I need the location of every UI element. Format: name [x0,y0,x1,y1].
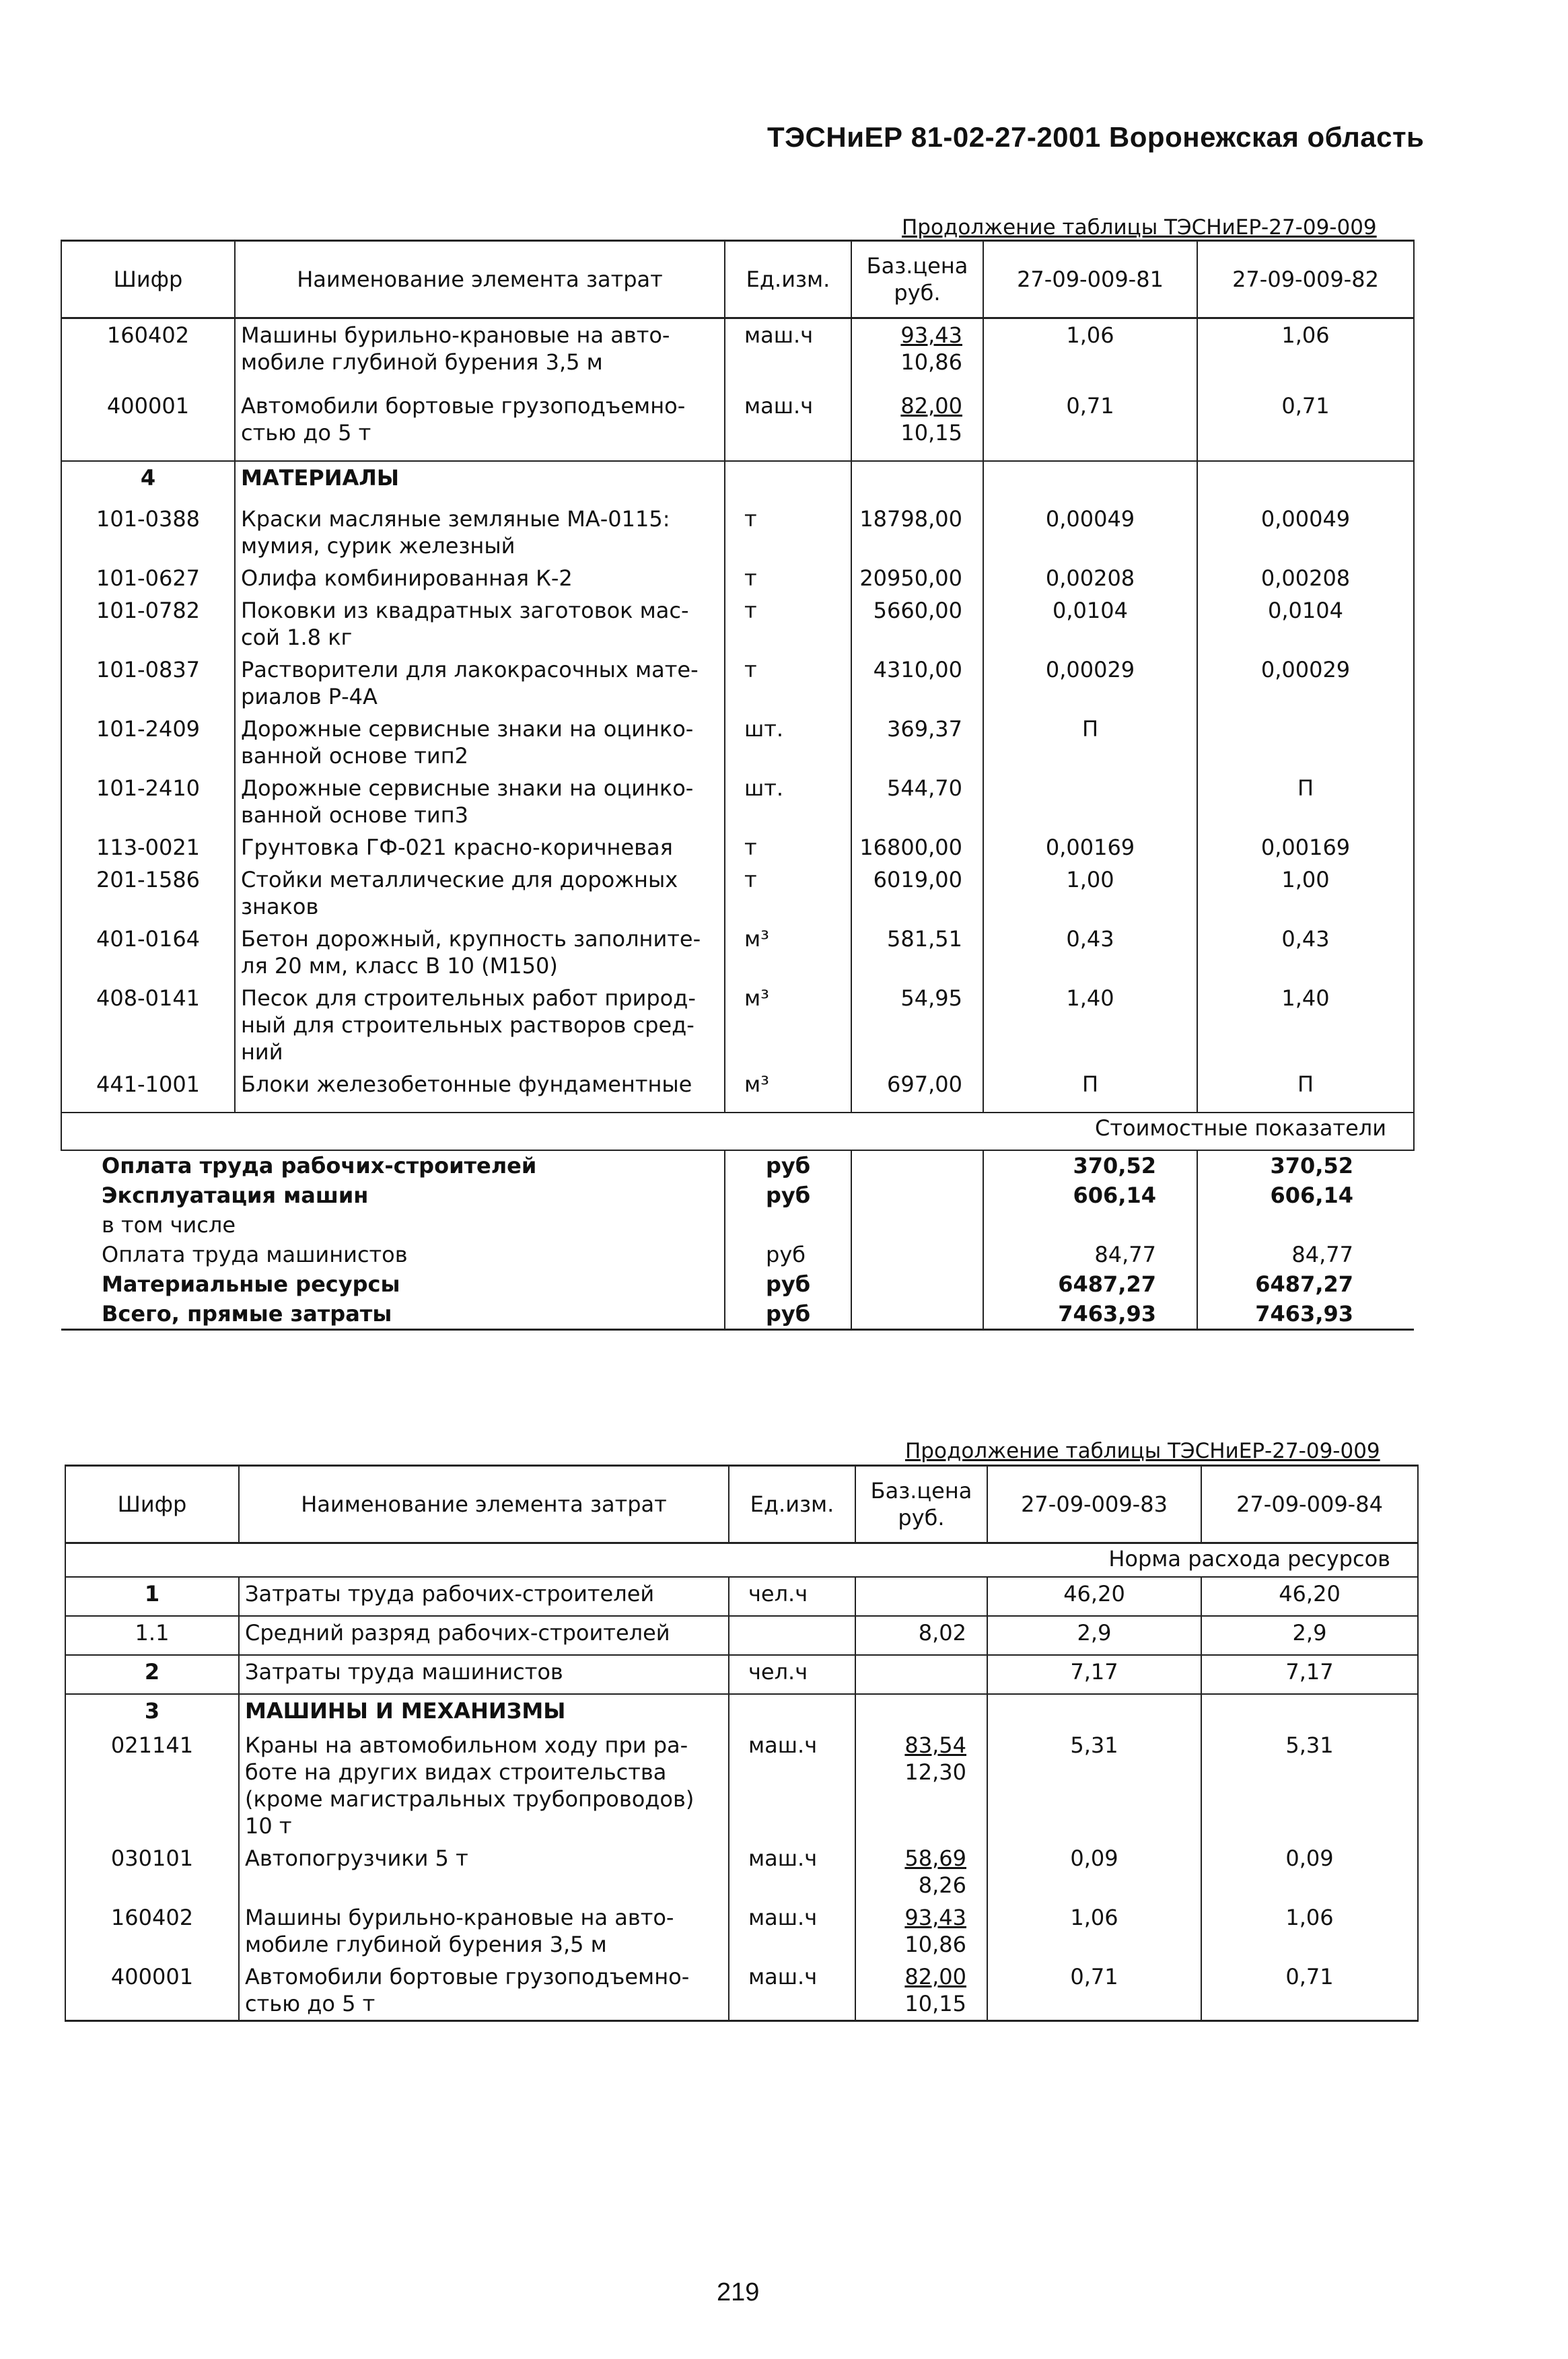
table-row [61,390,1414,461]
summary-price [851,1269,983,1299]
table-row [61,982,1414,1068]
price-secondary: 8,26 [918,1872,966,1898]
row-code: 400001 [61,390,235,461]
row-price [855,1655,987,1694]
row-unit: маш.ч [729,1729,855,1842]
table-row [61,923,1414,982]
column-header: Баз.цена руб. [855,1466,987,1543]
row-price [855,1577,987,1616]
row-price: 369,37 [851,713,983,772]
price-secondary: 10,86 [900,349,962,375]
summary-label: Оплата труда машинистов [102,1241,408,1267]
summary-unit: руб [725,1181,851,1210]
row-value-82: 0,00029 [1197,654,1414,713]
price-main: 93,43 [904,1904,966,1930]
row-value-84: 0,71 [1201,1961,1418,2021]
column-header: 27-09-009-84 [1201,1466,1418,1543]
row-code: 1 [65,1577,239,1616]
summary-price [851,1299,983,1330]
summary-value-81: 606,14 [983,1181,1197,1210]
section-title: МАШИНЫ И МЕХАНИЗМЫ [239,1694,729,1729]
row-unit: маш.ч [729,1842,855,1901]
row-unit [729,1616,855,1655]
row-value-81: 1,40 [983,982,1197,1068]
row-price: 8,02 [855,1616,987,1655]
summary-value-81: 6487,27 [983,1269,1197,1299]
row-unit: маш.ч [729,1901,855,1961]
row-unit: т [725,562,851,594]
row-code: 401-0164 [61,923,235,982]
cost-indicators-row [61,1113,1414,1150]
summary-unit [725,1210,851,1240]
table-row [65,1961,1418,2021]
row-value-83: 7,17 [987,1655,1201,1694]
table2-header-row [65,1466,1418,1543]
row-name: Краски масляные земляные МА-0115: мумия, сурик железный [235,503,725,562]
row-name: Краны на автомобильном ходу при ра-боте на других видах строительства (кроме магистральных трубопроводов) 10 т [239,1729,729,1842]
row-unit: т [725,594,851,654]
table1-header-row [61,241,1414,318]
row-code: 021141 [65,1729,239,1842]
price-secondary: 12,30 [904,1759,966,1785]
row-code: 101-0388 [61,503,235,562]
table-row [65,1842,1418,1901]
row-value-84: 2,9 [1201,1616,1418,1655]
row-name: Блоки железобетонные фундаментные [235,1068,725,1113]
summary-label: Всего, прямые затраты [61,1299,725,1330]
row-value-81: П [983,1068,1197,1113]
summary-row [61,1269,1414,1299]
table2-caption: Продолжение таблицы ТЭСНиЕР-27-09-009 [905,1439,1380,1463]
table-row [65,1901,1418,1961]
row-name: Дорожные сервисные знаки на оцинко-ванной основе тип2 [235,713,725,772]
row-value-84: 1,06 [1201,1901,1418,1961]
summary-row [61,1150,1414,1181]
table-row [61,831,1414,864]
table-row [61,713,1414,772]
summary-value-82 [1197,1210,1414,1240]
row-unit: чел.ч [729,1655,855,1694]
row-unit: т [725,503,851,562]
row-value-82: 1,40 [1197,982,1414,1068]
table-row [61,318,1414,390]
row-price [851,390,983,461]
price-secondary: 10,86 [904,1931,966,1957]
row-price: 5660,00 [851,594,983,654]
row-value-81: 1,06 [983,318,1197,390]
row-value-81: 0,00029 [983,654,1197,713]
row-value-81: 0,00169 [983,831,1197,864]
row-name: Машины бурильно-крановые на авто-мобиле глубиной бурения 3,5 м [239,1901,729,1961]
row-price [855,1842,987,1901]
row-code: 113-0021 [61,831,235,864]
row-value-82: 0,43 [1197,923,1414,982]
row-price [851,318,983,390]
price-main: 82,00 [904,1963,966,1990]
summary-value-82: 606,14 [1270,1182,1353,1208]
row-code: 101-0837 [61,654,235,713]
row-price [855,1961,987,2021]
row-unit: шт. [725,713,851,772]
summary-label: Материальные ресурсы [102,1271,400,1297]
row-value-82: 1,06 [1197,318,1414,390]
section-code: 3 [65,1694,239,1729]
summary-price [851,1150,983,1181]
table-row [65,1616,1418,1655]
cost-indicators-label: Стоимостные показатели [61,1113,1414,1150]
row-value-82: 0,00049 [1197,503,1414,562]
row-unit: т [725,864,851,923]
table-row [65,1729,1418,1842]
row-price [855,1729,987,1842]
column-header: Ед.изм. [729,1466,855,1543]
column-header: Ед.изм. [725,241,851,318]
summary-value-82: 84,77 [1291,1241,1353,1267]
row-value-81 [983,772,1197,831]
row-code: 030101 [65,1842,239,1901]
row-name: Грунтовка ГФ-021 красно-коричневая [235,831,725,864]
row-code: 101-2410 [61,772,235,831]
row-value-82 [1197,713,1414,772]
row-value-81: 0,00208 [983,562,1197,594]
row-name: Автомобили бортовые грузоподъемно-стью до 5 т [235,390,725,461]
row-unit: м³ [725,1068,851,1113]
price-main: 93,43 [900,322,962,348]
row-unit: шт. [725,772,851,831]
summary-value-81: 84,77 [983,1240,1197,1269]
column-header: Шифр [65,1466,239,1543]
row-value-83: 5,31 [987,1729,1201,1842]
table-row [61,562,1414,594]
price-secondary: 10,15 [904,1990,966,2016]
row-price: 544,70 [851,772,983,831]
row-value-81: 0,43 [983,923,1197,982]
summary-unit: руб [725,1299,851,1330]
summary-value-82: 370,52 [1270,1152,1353,1178]
row-name: Автопогрузчики 5 т [239,1842,729,1901]
section-row-machines [65,1694,1418,1729]
row-code: 160402 [61,318,235,390]
summary-unit: руб [725,1150,851,1181]
column-header: 27-09-009-82 [1197,241,1414,318]
summary-row [61,1210,1414,1240]
row-code: 441-1001 [61,1068,235,1113]
row-name: Поковки из квадратных заготовок мас-сой 1.8 кг [235,594,725,654]
summary-row [61,1181,1414,1210]
row-price: 4310,00 [851,654,983,713]
row-unit: маш.ч [725,390,851,461]
column-header: Наименование элемента затрат [239,1466,729,1543]
row-code: 201-1586 [61,864,235,923]
column-header: Шифр [61,241,235,318]
row-price: 697,00 [851,1068,983,1113]
row-value-82: 0,00169 [1197,831,1414,864]
row-name: Дорожные сервисные знаки на оцинко-ванной основе тип3 [235,772,725,831]
table1-caption: Продолжение таблицы ТЭСНиЕР-27-09-009 [902,215,1377,240]
summary-row [61,1299,1414,1330]
row-name: Растворители для лакокрасочных мате-риалов Р-4А [235,654,725,713]
row-value-83: 46,20 [987,1577,1201,1616]
row-value-82: 0,00208 [1197,562,1414,594]
table1 [61,240,1415,1331]
row-unit: маш.ч [725,318,851,390]
row-value-84: 7,17 [1201,1655,1418,1694]
row-unit: маш.ч [729,1961,855,2021]
table-row [61,772,1414,831]
row-value-84: 5,31 [1201,1729,1418,1842]
section-title: МАТЕРИАЛЫ [235,461,725,503]
row-code: 408-0141 [61,982,235,1068]
price-main: 82,00 [900,392,962,419]
section-code: 4 [61,461,235,503]
summary-value-82: 6487,27 [1255,1271,1353,1297]
table-row [61,594,1414,654]
row-unit: м³ [725,982,851,1068]
price-main: 58,69 [904,1845,966,1871]
row-price: 6019,00 [851,864,983,923]
summary-label: в том числе [102,1211,236,1238]
row-value-81: П [983,713,1197,772]
row-value-84: 46,20 [1201,1577,1418,1616]
column-header: Баз.цена руб. [851,241,983,318]
summary-label: Оплата труда рабочих-строителей [102,1152,537,1178]
table-row [65,1577,1418,1616]
row-value-83: 0,71 [987,1961,1201,2021]
row-code: 160402 [65,1901,239,1961]
summary-row [61,1240,1414,1269]
summary-price [851,1181,983,1210]
row-unit: чел.ч [729,1577,855,1616]
column-header: Наименование элемента затрат [235,241,725,318]
summary-value-82: 7463,93 [1197,1299,1414,1330]
row-value-81: 0,0104 [983,594,1197,654]
section-row-materials [61,461,1414,503]
row-name: Затраты труда машинистов [239,1655,729,1694]
row-unit: т [725,654,851,713]
summary-label: Эксплуатация машин [102,1182,369,1208]
column-header: 27-09-009-81 [983,241,1197,318]
row-value-82: 1,00 [1197,864,1414,923]
row-code: 2 [65,1655,239,1694]
page-number: 219 [717,2278,760,2307]
summary-value-81: 370,52 [983,1150,1197,1181]
summary-unit: руб [725,1269,851,1299]
row-value-83: 1,06 [987,1901,1201,1961]
row-price: 20950,00 [851,562,983,594]
row-unit: т [725,831,851,864]
row-unit: м³ [725,923,851,982]
table-row [61,654,1414,713]
row-value-83: 0,09 [987,1842,1201,1901]
row-code: 101-0782 [61,594,235,654]
price-secondary: 10,15 [900,419,962,446]
row-name: Средний разряд рабочих-строителей [239,1616,729,1655]
row-value-81: 0,00049 [983,503,1197,562]
row-price: 54,95 [851,982,983,1068]
row-code: 101-2409 [61,713,235,772]
row-name: Олифа комбинированная К-2 [235,562,725,594]
row-code: 101-0627 [61,562,235,594]
row-price: 18798,00 [851,503,983,562]
table-row [61,1068,1414,1113]
row-price [855,1901,987,1961]
row-code: 1.1 [65,1616,239,1655]
summary-price [851,1240,983,1269]
norm-note-row [65,1543,1418,1577]
summary-unit: руб [725,1240,851,1269]
row-name: Затраты труда рабочих-строителей [239,1577,729,1616]
row-value-81: 0,71 [983,390,1197,461]
row-value-82: П [1197,1068,1414,1113]
column-header: 27-09-009-83 [987,1466,1201,1543]
row-name: Автомобили бортовые грузоподъемно-стью до 5 т [239,1961,729,2021]
summary-value-81: 7463,93 [983,1299,1197,1330]
table-row [61,864,1414,923]
row-value-82: 0,0104 [1197,594,1414,654]
price-main: 83,54 [904,1732,966,1758]
row-value-83: 2,9 [987,1616,1201,1655]
row-price: 16800,00 [851,831,983,864]
norm-note-label: Норма расхода ресурсов [65,1543,1418,1577]
row-code: 400001 [65,1961,239,2021]
row-value-84: 0,09 [1201,1842,1418,1901]
row-name: Стойки металлические для дорожных знаков [235,864,725,923]
table-row [65,1655,1418,1694]
summary-price [851,1210,983,1240]
row-name: Машины бурильно-крановые на авто-мобиле глубиной бурения 3,5 м [235,318,725,390]
row-price: 581,51 [851,923,983,982]
row-name: Бетон дорожный, крупность заполните-ля 20 мм, класс В 10 (М150) [235,923,725,982]
row-value-82: 0,71 [1197,390,1414,461]
document-header-title: ТЭСНиЕР 81-02-27-2001 Воронежская область [767,121,1425,153]
table2 [65,1465,1419,2022]
summary-value-81 [983,1210,1197,1240]
table-row [61,503,1414,562]
row-name: Песок для строительных работ природ-ный для строительных растворов сред-ний [235,982,725,1068]
row-value-82: П [1197,772,1414,831]
row-value-81: 1,00 [983,864,1197,923]
